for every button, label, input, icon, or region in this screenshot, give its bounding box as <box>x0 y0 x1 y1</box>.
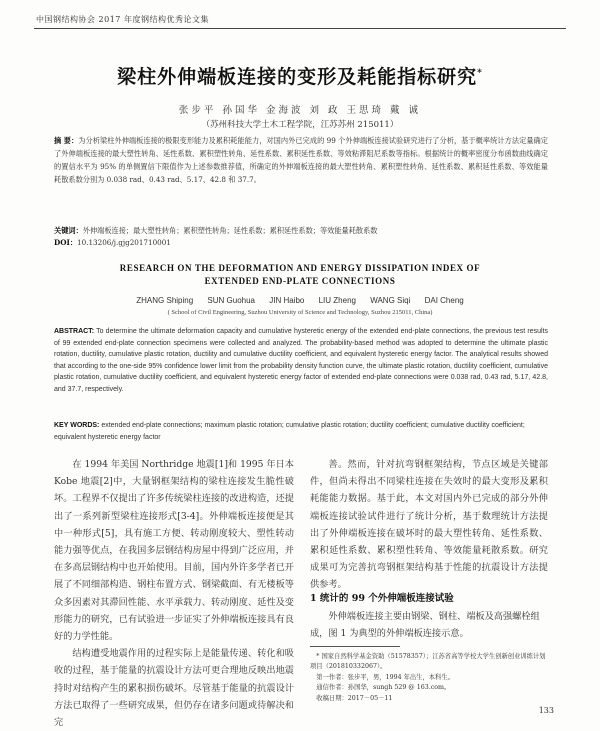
running-head: 中国钢结构协会 2017 年度钢结构优秀论文集 <box>36 15 209 24</box>
author-en: SUN Guohua <box>207 296 256 305</box>
title-cn-text: 梁柱外伸端板连接的变形及耗能指标研究 <box>117 66 478 88</box>
doi <box>54 238 171 248</box>
footnote: 第一作者：张步平，男，1994 年出生，本科生。 <box>316 673 454 681</box>
abstract-cn-label: 摘 要： <box>54 136 79 145</box>
body-column-left <box>54 456 294 731</box>
keywords-en-label: KEY WORDS: <box>54 422 100 429</box>
authors-cn: 张步平 孙国华 金海波 刘 政 王思琦 戴 诚 <box>178 105 422 116</box>
footnote: * 国家自然科学基金资助（51578357）；江苏省高等学校大学生创新创业训练计划项目（201810332067）。 <box>310 653 546 671</box>
header-rule <box>34 28 566 29</box>
footnotes <box>310 652 548 704</box>
footnote: 收稿日期：2017－05－11 <box>316 694 393 702</box>
author-en: ZHANG Shiping <box>136 296 194 305</box>
author-en: WANG Siqi <box>370 296 411 305</box>
section-paragraph: 外伸端板连接主要由钢梁、钢柱、端板及高强螺栓组成，图 1 为典型的外伸端板连接示意。 <box>310 611 540 639</box>
body-paragraph: 在 1994 年美国 Northridge 地震[1]和 1995 年日本 Kobe 地震[2]中，大量钢框架结构的梁柱连接发生脆性破坏。工程界不仅提出了许多传统梁柱连接的改进构造，还提出了一系列新型梁柱连接形式[3-4]。外伸端板连接便是其中一种形式[5]，具有施工方便、转动刚度较大、塑性转动能力强等优点，在我国多层钢结构房屋中得到广泛应用，并在多高层钢结构中也开始使用。目前，国内外许多学者已开展了不同细部构造、钢柱布置方式、钢梁截面、有无楼板等众多因素对其滞回性能、水平承载力、转动刚度、延性及变形能力的研究，已有试验进一步证实了外伸端板连接具有良好的力学性能。 <box>54 459 294 643</box>
paper-title-en <box>0 262 600 288</box>
body-column-right: 善。然而，针对抗弯钢框架结构，节点区域是关键部件，但尚未得出不同梁柱连接在失效时的最大变形及累积耗能能力数据。基于此，本文对国内外已完成的部分外伸端板连接试验试件进行了统计分析，基于数理统计方法提出了外伸端板连接在破坏时的最大塑性转角、延性系数、累积延性系数、累积塑性转角、等效能量耗散系数。研究成果可为完善抗弯钢框架结构基于性能的抗震设计方法提供参考。 <box>310 459 548 591</box>
author-en: JIN Haibo <box>269 296 305 305</box>
footnote: 通信作者：孙国华，sungh 529 @ 163.com。 <box>316 684 451 692</box>
title-footnote-mark: * <box>477 68 483 79</box>
section-heading: 1 统计的 99 个外伸端板连接试验 <box>310 593 454 604</box>
affiliation-en: ( School of Civil Engineering, Suzhou University of Science and Technology, Suzhou 215011, China) <box>167 309 433 316</box>
doi-label: DOI： <box>54 238 78 247</box>
abstract-cn-text: 为分析梁柱外伸端板连接的极限变形能力及累积耗能能力，对国内外已完成的 99 个外伸端板连接试验研究进行了分析，基于概率统计方法定量确定了外伸端板连接的最大塑性转角、延性系数、累积塑性转角、延性系数、累积延性系数、等效粘滞阻尼系数等指标。根据统计的概率密度分布函数曲线确定的置信水平为 95% 的单侧置信下限值作为上述参数推荐值，所确定的外伸端板连接的最大塑性转角、累积塑性转角、延性系数、累积延性系数、等效能量耗散系数分别为 0.038 rad、0.43 rad、5.17、42.8 和 37.7。 <box>54 136 548 184</box>
keywords-en <box>54 420 548 443</box>
paper-title-cn <box>0 62 600 89</box>
affiliation-cn: （苏州科技大学土木工程学院，江苏苏州 215011） <box>201 120 399 130</box>
footnote-rule <box>310 646 400 647</box>
body-paragraph: 结构遭受地震作用的过程实际上是能量传递、转化和吸收的过程，基于能量的抗震设计方法可更合理地反映出地震持时对结构产生的累积损伤破坏。尽管基于能量的抗震设计方法已取得了一些研究成果，但仍存在诸多问题或待解决和完 <box>54 648 294 729</box>
abstract-en <box>54 326 548 396</box>
keywords-en-text: extended end-plate connections; maximum plastic rotation; cumulative plastic rotation; ductility coefficient; cumulative ductility coefficient; equivalent hysteretic energy factor <box>54 422 525 441</box>
author-en: LIU Zheng <box>318 296 356 305</box>
keywords-cn <box>54 225 548 237</box>
doi-value: 10.13206/j.gjg201710001 <box>77 238 171 247</box>
keywords-cn-label: 关键词： <box>54 226 83 235</box>
page-number: 133 <box>538 706 554 715</box>
abstract-en-label: ABSTRACT: <box>54 328 95 335</box>
abstract-cn <box>54 134 548 186</box>
keywords-cn-text: 外伸端板连接；最大塑性转角；累积塑性转角；延性系数；累积延性系数；等效能量耗散系数 <box>82 226 378 235</box>
abstract-en-text: To determine the ultimate deformation capacity and cumulative hysteretic energy of the extended end-plate connections, the previous test results of 99 extended end-plate connection specimens were collected and analyzed. The probability-based method was adopted to determine the ultimate plastic rotation, ductility, cumulative plastic rotation, ductility and cumulative ductility coefficient, and equivalent hysteretic energy factor. The analytical results showed that according to the one-side 95% confidence lower limit from the probability density function curve, the ultimate plastic rotation, ductility coefficient, cumulative plastic rotation, cumulative ductility coefficient, and equivalent hysteretic energy factor of extended end-plate connections were 0.038 rad, 0.43 rad, 5.17, 42.8, and 37.7, respectively. <box>54 328 548 393</box>
author-en: DAI Cheng <box>424 296 464 305</box>
title-en-line-2: EXTENDED END-PLATE CONNECTIONS <box>204 276 396 286</box>
title-en-line-1: RESEARCH ON THE DEFORMATION AND ENERGY DISSIPATION INDEX OF <box>119 263 481 273</box>
authors-en <box>0 296 600 305</box>
